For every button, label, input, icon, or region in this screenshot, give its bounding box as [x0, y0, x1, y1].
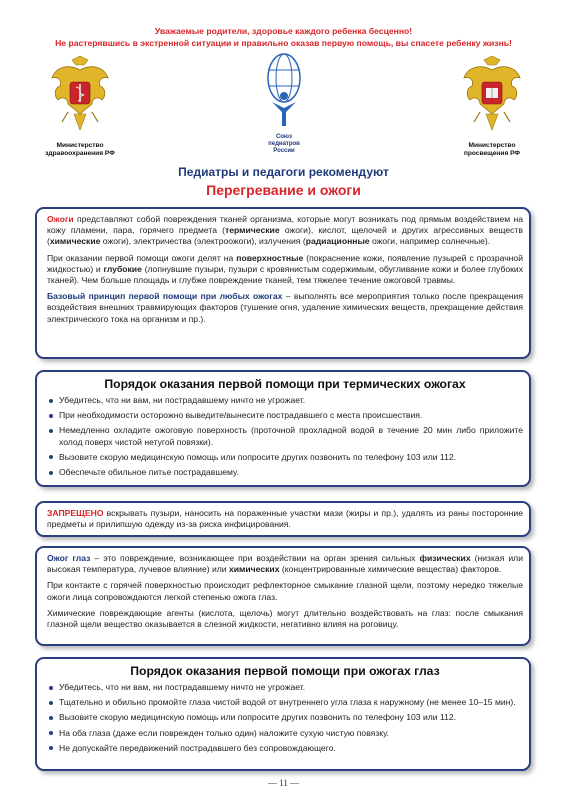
intro-paragraph-2: При оказании первой помощи ожоги делят на поверхностные (покраснение кожи, появление пузырей с прозрачной жидкостью) и глубокие (лопнувшие пузыри, пузыри с кровянистым содержимым, обугливание кожи и более глубоких тканей). Чем больше площадь и глубже повреждение тканей, тем тяжелее течение ожоговой травмы.: [47, 252, 524, 286]
eye-aid-title: Порядок оказания первой помощи при ожогах глаз: [130, 664, 440, 678]
eye-paragraph-2: При контакте с горячей поверхностью происходит рефлекторное смыкание глазной щели, поэтому нередко тяжелые ожоги лица сопровождаются легкой степенью ожога глаз.: [47, 580, 523, 602]
eye-paragraph-1: Ожог глаз – это повреждение, возникающее при воздействии на орган зрения сильных физических (низкая или высокая температура, лучевое влияние) или химических (концентрированные химические вещества) факторов.: [47, 553, 523, 575]
list-item: Вызовите скорую медицинскую помощь или попросите других позвонить по телефону 103 или 112.: [47, 712, 523, 723]
page-title: Перегревание и ожоги: [206, 182, 361, 198]
eye-paragraph-3: Химические повреждающие агенты (кислота, щелочь) могут длительно воздействовать на глаз: после смыкания глазной щели вещество оказывается в слезной жидкости, негативно влияя на роговицу.: [47, 607, 523, 630]
warning-line-1: Уважаемые родители, здоровье каждого ребенка бесценно!: [154, 26, 413, 36]
center-logo-label: Союз педиатров России: [268, 134, 300, 154]
header-warning: [0, 26, 567, 49]
left-emblem-label: Министерство здравоохранения РФ: [45, 142, 115, 157]
list-item: Тщательно и обильно промойте глаза чистой водой от внутреннего угла глаза к наружному (не менее 10–15 мин).: [47, 697, 523, 708]
intro-paragraph-3: Базовый принцип первой помощи при любых ожогах – выполнять все мероприятия только после прекращения воздействия внешних травмирующих факторов (тушение огня, удаление химических веществ, прекращение действия электрического тока на организм и пр.).: [47, 291, 523, 324]
ministry-health-emblem-icon: [50, 56, 110, 138]
page-number: — 11 —: [267, 778, 300, 788]
list-item: Обеспечьте обильное питье пострадавшему.: [47, 467, 523, 478]
pediatrics-union-logo-icon: [266, 52, 302, 132]
list-item: Не допускайте передвижений пострадавшего без сопровождающего.: [47, 743, 523, 754]
right-emblem-label: Министерство просвещения РФ: [463, 142, 521, 157]
intro-box: [35, 207, 531, 359]
ministry-education-emblem-icon: [462, 56, 522, 138]
page-subtitle: Педиатры и педагоги рекомендуют: [178, 165, 389, 179]
eye-aid-box: [35, 657, 531, 771]
list-item: На оба глаза (даже если поврежден только один) наложите сухую чистую повязку.: [47, 728, 523, 739]
thermal-aid-title: Порядок оказания первой помощи при термических ожогах: [104, 377, 466, 391]
eye-aid-list: [47, 682, 523, 754]
forbidden-text: ЗАПРЕЩЕНО вскрывать пузыри, наносить на пораженные участки мази (жиры и пр.), удалять из раны посторонние предметы и прилипшую одежду из-за риска инфицирования.: [47, 508, 523, 530]
list-item: При необходимости осторожно выведите/вынесите пострадавшего с места происшествия.: [47, 410, 523, 421]
thermal-aid-list: [47, 395, 523, 478]
eye-burn-box: [35, 546, 531, 646]
intro-paragraph-1: Ожоги представляют собой повреждения тканей организма, которые могут возникать под прямым воздействием на кожу пламени, пара, горячего предмета (термические ожоги), кислот, щелочей и других агрессивных веществ (химические ожоги), электричества (электроожоги), излучения (радиационные ожоги, например солнечные).: [47, 214, 523, 247]
list-item: Убедитесь, что ни вам, ни пострадавшему ничто не угрожает.: [47, 395, 523, 406]
thermal-aid-box: [35, 370, 531, 487]
list-item: Немедленно охладите ожоговую поверхность (проточной прохладной водой в течение 20 мин либо приложите холод поверх чистой нетугой повязки).: [47, 425, 523, 447]
list-item: Убедитесь, что ни вам, ни пострадавшему ничто не угрожает.: [47, 682, 523, 693]
warning-line-2: Не растерявшись в экстренной ситуации и правильно оказав первую помощь, вы спасете ребенку жизнь!: [55, 37, 512, 48]
forbidden-box: [35, 501, 531, 537]
list-item: Вызовите скорую медицинскую помощь или попросите других позвонить по телефону 103 или 112.: [47, 452, 523, 463]
